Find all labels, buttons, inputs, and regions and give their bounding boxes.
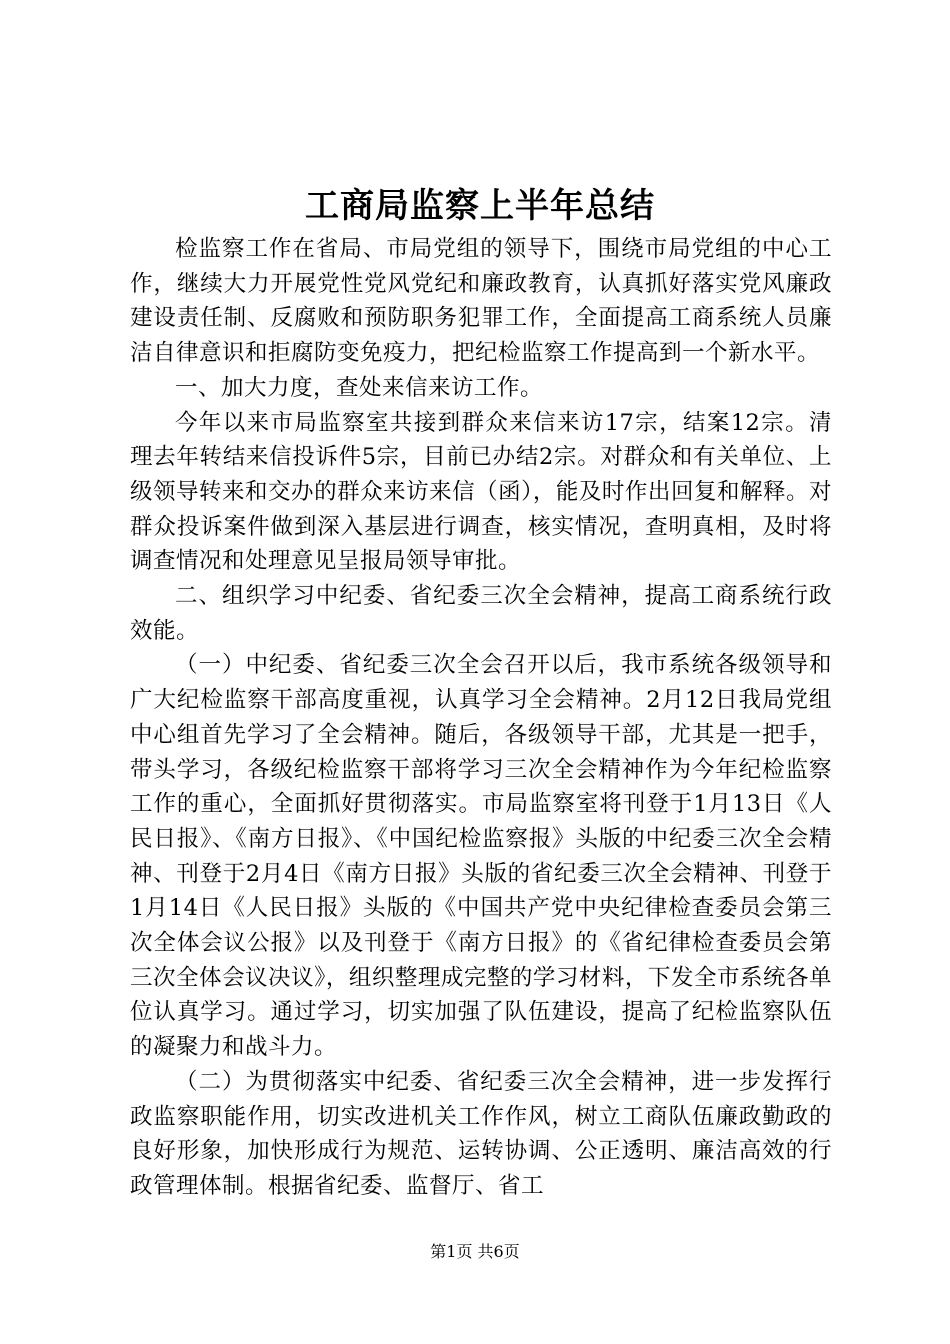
paragraph-subsection-2: （二）为贯彻落实中纪委、省纪委三次全会精神，进一步发挥行政监察职能作用，切实改进机关工作作风，树立工商队伍廉政勤政的良好形象，加快形成行为规范、运转协调、公正透明、廉洁高效的行政管理体制。根据省纪委、监督厅、省工 — [130, 1068, 832, 1199]
paragraph-letters-visits: 今年以来市局监察室共接到群众来信来访17宗，结案12宗。清理去年转结来信投诉件5宗，目前已办结2宗。对群众和有关单位、上级领导转来和交办的群众来访来信（函），能及时作出回复和解释。对群众投诉案件做到深入基层进行调查，核实情况，查明真相，及时将调查情况和处理意见呈报局领导审批。 — [130, 409, 832, 575]
page-footer: 第1页 共6页 — [430, 1242, 520, 1261]
paragraph-subsection-1: （一）中纪委、省纪委三次全会召开以后，我市系统各级领导和广大纪检监察干部高度重视，认真学习全会精神。2月12日我局党组中心组首先学习了全会精神。随后，各级领导干部，尤其是一把手，带头学习，各级纪检监察干部将学习三次全会精神作为今年纪检监察工作的重心，全面抓好贯彻落实。市局监察室将刊登于1月13日《人民日报》、《南方日报》、《中国纪检监察报》头版的中纪委三次全会精神、刊登于2月4日《南方日报》头版的省纪委三次全会精神、刊登于1月14日《人民日报》头版的《中国共产党中央纪律检查委员会第三次全体会议公报》以及刊登于《南方日报》的《省纪律检查委员会第三次全体会议决议》，组织整理成完整的学习材料，下发全市系统各单位认真学习。通过学习，切实加强了队伍建设，提高了纪检监察队伍的凝聚力和战斗力。 — [130, 652, 832, 1061]
document-body — [130, 232, 832, 1204]
section-heading-2: 二、组织学习中纪委、省纪委三次全会精神，提高工商系统行政效能。 — [130, 583, 832, 644]
document-title: 工商局监察上半年总结 — [305, 186, 655, 226]
section-heading-1: 一、加大力度，查处来信来访工作。 — [175, 374, 544, 401]
paragraph-intro: 检监察工作在省局、市局党组的领导下，围绕市局党组的中心工作，继续大力开展党性党风党纪和廉政教育，认真抓好落实党风廉政建设责任制、反腐败和预防职务犯罪工作，全面提高工商系统人员廉洁自律意识和拒腐防变免疫力，把纪检监察工作提高到一个新水平。 — [130, 236, 832, 367]
